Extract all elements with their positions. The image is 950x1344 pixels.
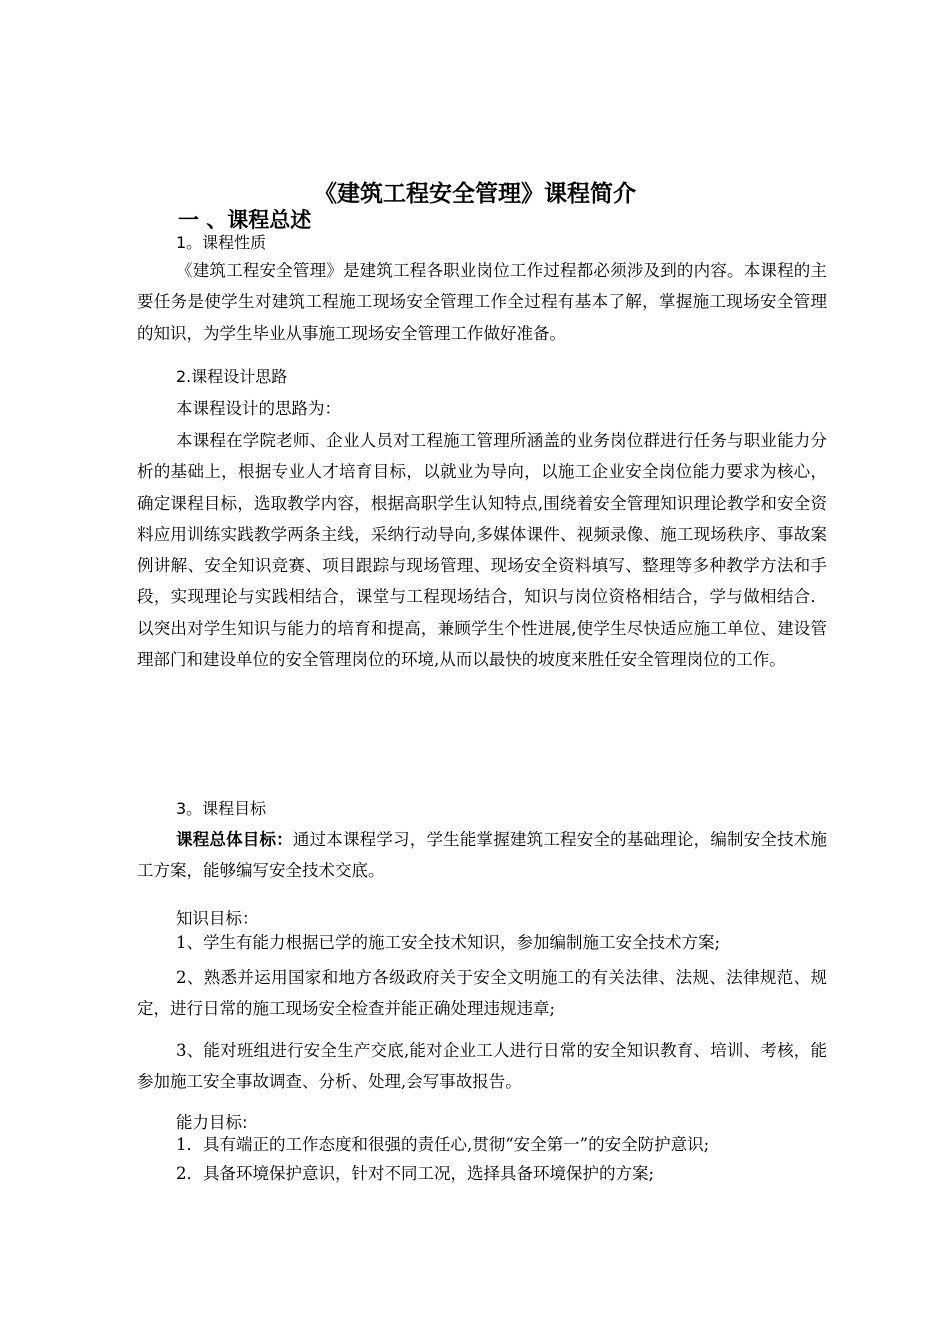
paragraph-overall-goal xyxy=(137,824,827,887)
subheading-ability-goals: 能力目标: xyxy=(176,1113,248,1132)
ability-goal-item: 1．具有端正的工作态度和很强的责任心,贯彻“安全第一”的安全防护意识; xyxy=(176,1135,710,1154)
knowledge-goal-item: 2、熟悉并运用国家和地方各级政府关于安全文明施工的有关法律、法规、法律规范、规定，进行日常的施工现场安全检查并能正确处理违规违章; xyxy=(137,968,827,1019)
knowledge-goal-item: 1、学生有能力根据已学的施工安全技术知识，参加编制施工安全技术方案; xyxy=(176,933,721,952)
subheading-design-approach: 2.课程设计思路 xyxy=(176,367,288,386)
overall-goal-text: 通过本课程学习，学生能掌握建筑工程安全的基础理论，编制安全技术施工方案，能够编写安全技术交底。 xyxy=(137,830,828,881)
subheading-course-nature: 1。课程性质 xyxy=(176,233,267,252)
subheading-course-goals: 3。课程目标 xyxy=(176,799,267,818)
knowledge-goal-item: 3、能对班组进行安全生产交底,能对企业工人进行日常的安全知识教育、培训、考核，能参加施工安全事故调查、分析、处理,会写事故报告。 xyxy=(137,1041,827,1092)
document-title: 《建筑工程安全管理》课程简介 xyxy=(314,181,636,207)
paragraph-design-approach: 本课程在学院老师、企业人员对工程施工管理所涵盖的业务岗位群进行任务与职业能力分析的基础上，根据专业人才培育目标，以就业为导向，以施工企业安全岗位能力要求为核心，确定课程目标，选取教学内容，根据高职学生认知特点,围绕着安全管理知识理论教学和安全资料应用训练实践教学两条主线，采纳行动导向,多媒体课件、视频录像、施工现场秩序、事故案例讲解、安全知识竞赛、项目跟踪与现场管理、现场安全资料填写、整理等多种教学方法和手段，实现理论与实践相结合，课堂与工程现场结合，知识与岗位资格相结合，学与做相结合．以突出对学生知识与能力的培育和提高，兼顾学生个性进展,使学生尽快适应施工单位、建设管理部门和建设单位的安全管理岗位的环境,从而以最快的坡度来胜任安全管理岗位的工作。 xyxy=(137,431,827,670)
ability-goal-item: 2．具备环境保护意识，针对不同工况，选择具备环境保护的方案; xyxy=(176,1164,655,1183)
section-heading-overview: 一 、课程总述 xyxy=(178,208,312,232)
paragraph-design-intro: 本课程设计的思路为： xyxy=(176,399,341,418)
subheading-knowledge-goals: 知识目标： xyxy=(176,909,259,928)
overall-goal-label: 课程总体目标： xyxy=(176,830,293,849)
paragraph-course-nature: 《建筑工程安全管理》是建筑工程各职业岗位工作过程都必须涉及到的内容。本课程的主要任务是使学生对建筑工程施工现场安全管理工作全过程有基本了解，掌握施工现场安全管理的知识，为学生毕业从事施工现场安全管理工作做好准备。 xyxy=(137,261,827,343)
